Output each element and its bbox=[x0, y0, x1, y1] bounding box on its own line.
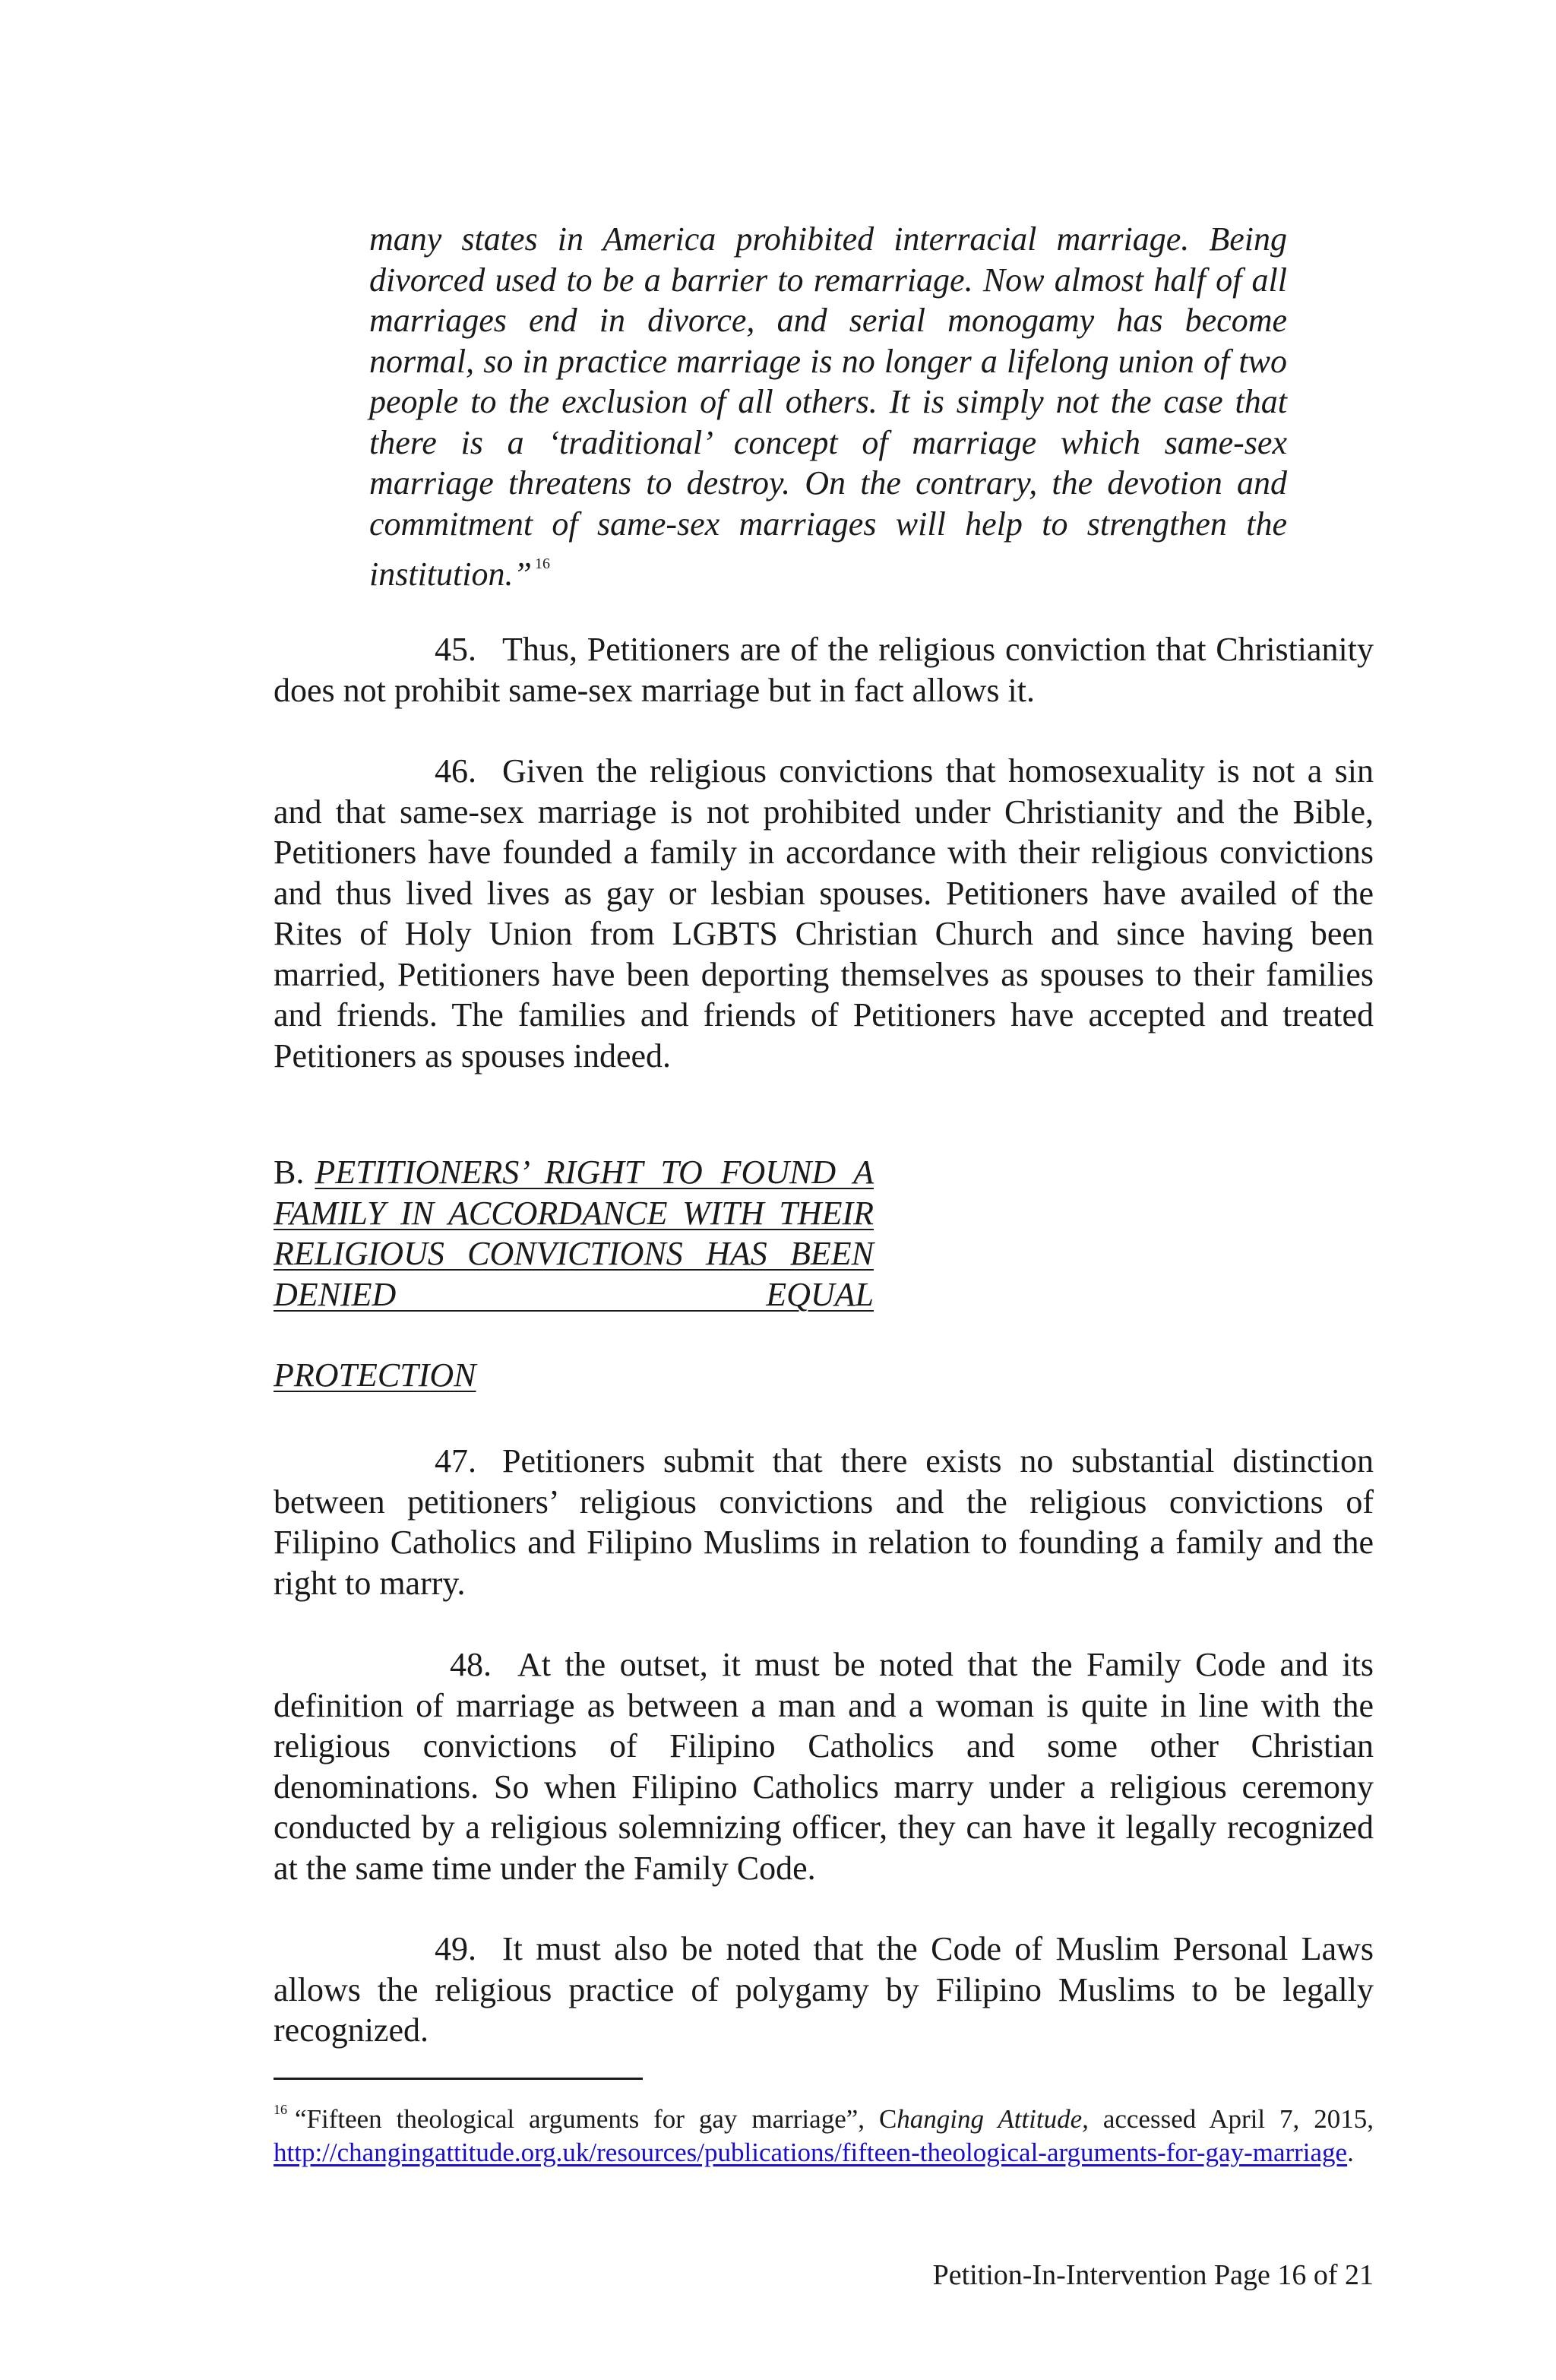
block-quote bbox=[369, 219, 1287, 595]
paragraph-49 bbox=[274, 1929, 1374, 2051]
block-quote-text: many states in America prohibited interracial marriage. Being divorced used to be a barrier to remarriage. Now almost half of all marriages end in divorce, and serial monogamy has become normal, so in practice marriage is no longer a lifelong union of two people to the exclusion of all others. It is simply not the case that there is a ‘traditional’ concept of marriage which same-sex marriage threatens to destroy. On the contrary, the devotion and commitment of same-sex marriages will help to strengthen the institution.” bbox=[369, 220, 1287, 593]
footnote-lead-text: “Fifteen theological arguments for gay marriage”, C bbox=[295, 2104, 897, 2134]
paragraph-46 bbox=[274, 751, 1374, 1076]
paragraph-47 bbox=[274, 1441, 1374, 1603]
page-footer: Petition-In-Intervention Page 16 of 21 bbox=[932, 2259, 1374, 2291]
paragraph-45 bbox=[274, 629, 1374, 711]
footnote-mark: 16 bbox=[274, 2102, 287, 2117]
paragraph-number: 49. bbox=[435, 1930, 476, 1967]
section-letter: B. bbox=[274, 1154, 305, 1191]
section-heading-last-line bbox=[274, 1355, 874, 1396]
paragraph-number: 48. bbox=[450, 1646, 492, 1683]
footnote-accessed-text: accessed April 7, 2015, bbox=[1088, 2104, 1374, 2134]
footnote-link[interactable]: http://changingattitude.org.uk/resources/publications/fifteen-theological-arguments-for-gay-marriage bbox=[274, 2138, 1348, 2167]
section-heading bbox=[274, 1152, 874, 1315]
paragraph-number: 45. bbox=[435, 631, 476, 668]
footnote-end: . bbox=[1347, 2138, 1354, 2167]
footnote-reference[interactable]: 16 bbox=[534, 555, 550, 572]
paragraph-text: Given the religious convictions that homosexuality is not a sin and that same-sex marriage is not prohibited under Christianity and the Bible, Petitioners have founded a family in accordance with their religious convictions and thus lived lives as gay or lesbian spouses. Petitioners have availed of the Rites of Holy Union from LGBTS Christian Church and since having been married, Petitioners have been deporting themselves as spouses to their families and friends. The families and friends of Petitioners have accepted and treated Petitioners as spouses indeed. bbox=[274, 752, 1374, 1074]
paragraph-48 bbox=[274, 1644, 1374, 1888]
paragraph-text: Petitioners submit that there exists no substantial distinction between petitioners’ religious convictions and the religious convictions of Filipino Catholics and Filipino Muslims in relation to founding a family and the right to marry. bbox=[274, 1442, 1374, 1602]
paragraph-number: 47. bbox=[435, 1442, 476, 1480]
paragraph-number: 46. bbox=[435, 752, 476, 790]
paragraph-text: Thus, Petitioners are of the religious conviction that Christianity does not prohibit same-sex marriage but in fact allows it. bbox=[274, 631, 1374, 709]
section-title: PETITIONERS’ RIGHT TO FOUND A FAMILY IN ACCORDANCE WITH THEIR RELIGIOUS CONVICTIONS HAS BEEN DENIED EQUAL bbox=[274, 1154, 874, 1313]
paragraph-text: At the outset, it must be noted that the Family Code and its definition of marriage as between a man and a woman is quite in line with the religious convictions of Filipino Catholics and some other Christian denominations. So when Filipino Catholics marry under a religious ceremony conducted by a religious solemnizing officer, they can have it legally recognized at the same time under the Family Code. bbox=[274, 1646, 1374, 1887]
footnote-source-title: hanging Attitude, bbox=[897, 2104, 1089, 2134]
footnote-separator bbox=[274, 2078, 643, 2080]
footnote-16 bbox=[274, 2093, 1374, 2170]
paragraph-text: It must also be noted that the Code of Muslim Personal Laws allows the religious practice of polygamy by Filipino Muslims to be legally recognized. bbox=[274, 1930, 1374, 2049]
section-title-last-word: PROTECTION bbox=[274, 1356, 476, 1394]
